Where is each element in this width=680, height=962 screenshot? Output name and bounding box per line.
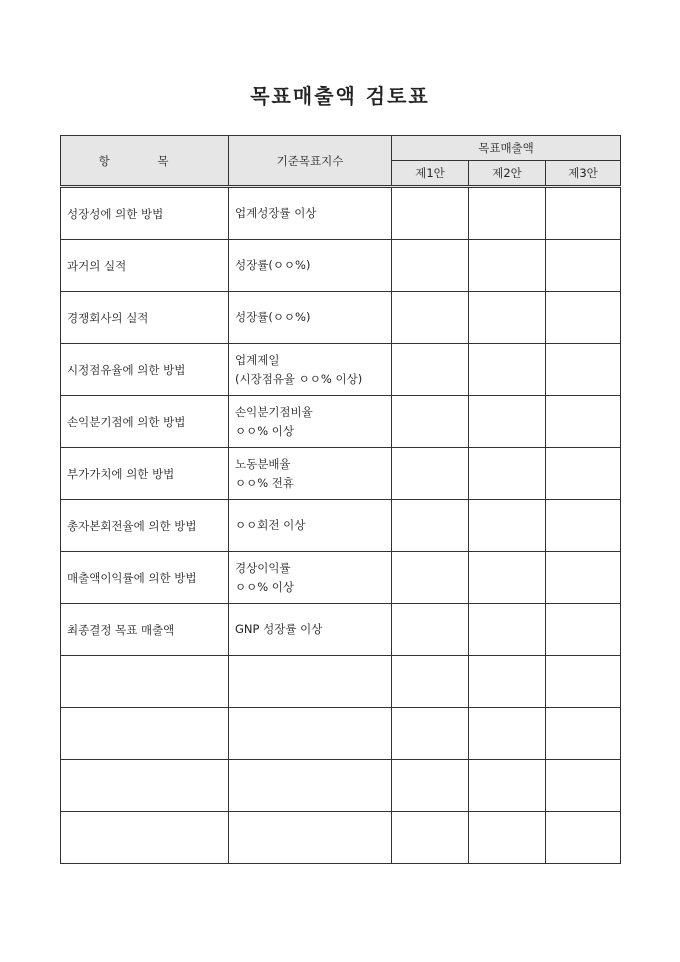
plan-2-cell[interactable] [469,396,546,448]
plan-1-cell[interactable] [392,604,469,656]
header-row [61,136,621,161]
plan-2-cell[interactable] [469,812,546,864]
plan-3-cell[interactable] [546,240,621,292]
plan-1-cell[interactable] [392,187,469,240]
row-standard-cell [229,552,392,604]
plan-3-cell[interactable] [546,344,621,396]
standard-line-1: 업계제일 [235,352,280,367]
row-standard-cell [229,240,392,292]
header-plan-1: 제1안 [392,161,469,187]
standard-line-2: ㅇㅇ% 이상 [235,579,295,594]
plan-3-cell[interactable] [546,760,621,812]
row-standard-cell [229,500,392,552]
plan-3-cell[interactable] [546,812,621,864]
table-row [61,500,621,552]
review-table [60,135,621,864]
row-standard-cell [229,292,392,344]
plan-3-cell[interactable] [546,292,621,344]
table-row [61,240,621,292]
header-item: 항 목 [61,136,229,187]
standard-line-1: 노동분배율 [235,456,291,471]
row-standard-cell [229,604,392,656]
row-standard-cell [229,344,392,396]
plan-1-cell[interactable] [392,708,469,760]
table-row [61,656,621,708]
row-item-cell: 시정점유율에 의한 방법 [61,344,229,396]
row-item-cell: 손익분기점에 의한 방법 [61,396,229,448]
standard-line-1: 경상이익률 [235,560,291,575]
row-item-cell: 과거의 실적 [61,240,229,292]
plan-3-cell[interactable] [546,708,621,760]
row-standard-cell [229,656,392,708]
plan-3-cell[interactable] [546,500,621,552]
standard-line-1: ㅇㅇ회전 이상 [235,518,306,532]
plan-1-cell[interactable] [392,292,469,344]
table-row [61,604,621,656]
standard-line-2: (시장점유율 ㅇㅇ% 이상) [235,371,363,386]
standard-line-2: ㅇㅇ% 이상 [235,423,295,438]
plan-2-cell[interactable] [469,552,546,604]
table-row [61,396,621,448]
plan-3-cell[interactable] [546,552,621,604]
standard-line-2: ㅇㅇ% 전휴 [235,475,295,490]
plan-1-cell[interactable] [392,240,469,292]
plan-1-cell[interactable] [392,656,469,708]
plan-1-cell[interactable] [392,552,469,604]
plan-2-cell[interactable] [469,760,546,812]
plan-1-cell[interactable] [392,500,469,552]
plan-3-cell[interactable] [546,396,621,448]
row-item-cell: 경쟁회사의 실적 [61,292,229,344]
plan-3-cell[interactable] [546,448,621,500]
row-item-cell: 총자본회전율에 의한 방법 [61,500,229,552]
row-standard-cell [229,708,392,760]
header-plan-3: 제3안 [546,161,621,187]
plan-1-cell[interactable] [392,344,469,396]
standard-line-1: 손익분기점비율 [235,404,313,419]
table-row [61,760,621,812]
plan-1-cell[interactable] [392,396,469,448]
row-standard-cell [229,760,392,812]
document-title: 목표매출액 검토표 [250,84,430,108]
row-standard-cell [229,187,392,240]
plan-1-cell[interactable] [392,760,469,812]
plan-1-cell[interactable] [392,812,469,864]
row-item-cell: 성장성에 의한 방법 [61,187,229,240]
row-standard-cell [229,448,392,500]
table-row [61,552,621,604]
plan-3-cell[interactable] [546,656,621,708]
plan-2-cell[interactable] [469,292,546,344]
row-item-cell [61,812,229,864]
header-standard: 기준목표지수 [229,136,392,187]
plan-2-cell[interactable] [469,604,546,656]
plan-2-cell[interactable] [469,500,546,552]
plan-2-cell[interactable] [469,448,546,500]
plan-2-cell[interactable] [469,187,546,240]
plan-2-cell[interactable] [469,656,546,708]
standard-line-1: 업계성장률 이상 [235,206,317,220]
table-row [61,292,621,344]
row-item-cell [61,708,229,760]
plan-2-cell[interactable] [469,240,546,292]
plan-2-cell[interactable] [469,344,546,396]
table-row [61,448,621,500]
plan-3-cell[interactable] [546,187,621,240]
standard-line-1: 성장률(ㅇㅇ%) [235,258,311,272]
header-plan-2: 제2안 [469,161,546,187]
row-item-cell: 매출액이익률에 의한 방법 [61,552,229,604]
table-row [61,187,621,240]
header-target-group: 목표매출액 [392,136,621,161]
row-item-cell [61,760,229,812]
standard-line-1: GNP 성장률 이상 [235,622,323,636]
table-row [61,708,621,760]
row-item-cell: 최종결정 목표 매출액 [61,604,229,656]
table-row [61,812,621,864]
plan-3-cell[interactable] [546,604,621,656]
row-standard-cell [229,812,392,864]
row-item-cell: 부가가치에 의한 방법 [61,448,229,500]
plan-2-cell[interactable] [469,708,546,760]
plan-1-cell[interactable] [392,448,469,500]
table-row [61,344,621,396]
standard-line-1: 성장률(ㅇㅇ%) [235,310,311,324]
row-item-cell [61,656,229,708]
row-standard-cell [229,396,392,448]
